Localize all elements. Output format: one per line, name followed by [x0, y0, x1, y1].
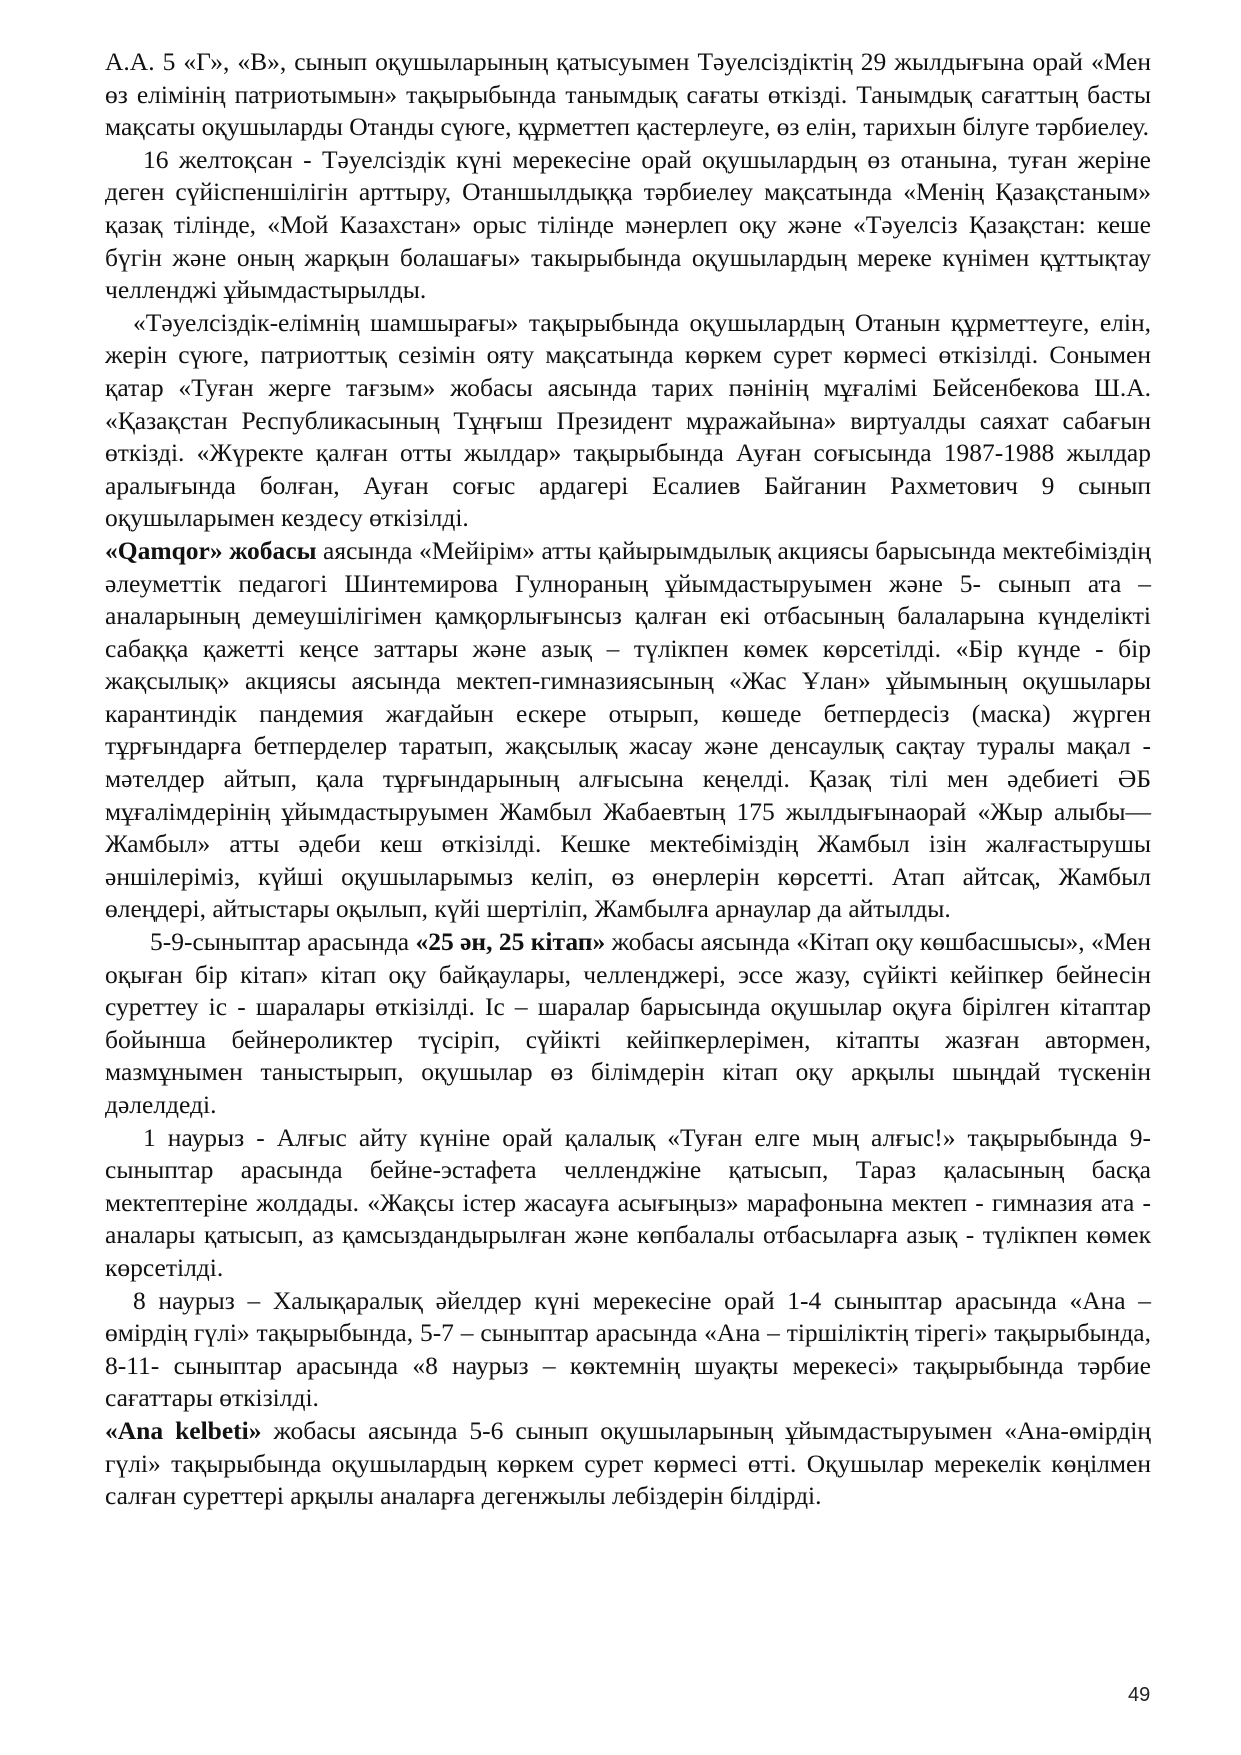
paragraph-3: «Тәуелсіздік-елімнің шамшырағы» тақырыбында оқушылардың Отанын құрметтеуге, елін, жерін сүюге, патриоттық сезімін ояту мақсатында көркем сурет көрмесі өткізілді. Сонымен қатар «Туған жерге тағзым» жобасы аясында тарих пәнінің мұғалімі Бейсенбекова Ш.А. «Қазақстан Республикасының Тұңғыш Президент мұражайына» виртуалды саяхат сабағын өткізді. «Жүректе қалған отты жылдар» тақырыбында Ауған соғысында 1987-1988 жылдар аралығында болған, Ауған соғыс ардагері Есалиев Байганин Рахметович 9 сынып оқушыларымен кездесу өткізілді. [105, 307, 1151, 533]
paragraph-2: 16 желтоқсан - Тәуелсіздік күні мерекесіне орай оқушылардың өз отанына, туған жеріне деген сүйіспеншілігін арттыру, Отаншылдыққа тәрбиелеу мақсатында «Менің Қазақстаным» қазақ тілінде, «Мой Казахстан» орыс тілінде мәнерлеп оқу және «Тәуелсіз Қазақстан: кеше бүгін және оның жарқын болашағы» такырыбында оқушылардың мереке күнімен құттықтау челленджі ұйымдастырылды. [105, 144, 1151, 305]
ana-kelbeti-project-title: «Ana kelbeti» [105, 1415, 262, 1445]
paragraph-4 [105, 535, 1151, 926]
paragraph-5-lead: 5-9-сыныптар арасында [150, 927, 416, 957]
document-body [105, 46, 1151, 1513]
paragraph-8-text: жобасы аясында 5-6 сынып оқушыларының ұйымдастыруымен «Ана-өмірдің гүлі» тақырыбында оқушылардың көркем сурет көрмесі өтті. Оқушылар мерекелік көңілмен салған суреттері арқылы аналарға дегенжылы лебіздерін білдірді. [105, 1415, 1151, 1511]
paragraph-6: 1 наурыз - Алғыс айту күніне орай қалалық «Туған елге мың алғыс!» тақырыбында 9-сыныптар арасында бейне-эстафета челленджіне қатысып, Тараз қаласының басқа мектептеріне жолдады. «Жақсы істер жасауға асығыңыз» марафонына мектеп - гимназия ата - аналары қатысып, аз қамсыздандырылған және көпбалалы отбасыларға азық - түлікпен көмек көрсетілді. [105, 1122, 1151, 1282]
paragraph-5-text: жобасы аясында «Кітап оқу көшбасшысы», «Мен оқыған бір кітап» кітап оқу байқаулары, челленджері, эссе жазу, сүйікті кейіпкер бейнесін суреттеу іс - шаралары өткізілді. Іс – шаралар барысында оқушылар оқуға бірілген кітаптар бойынша бейнероликтер түсіріп, сүйікті кейіпкерлерімен, кітапты жазған автормен, мазмұнымен таныстырып, оқушылар өз білімдерін кітап оқу арқылы шыңдай түскенін дәлелдеді. [105, 927, 1152, 1119]
paragraph-5 [105, 926, 1151, 1122]
paragraph-1: А.А. 5 «Г», «В», сынып оқушыларының қатысуымен Тәуелсіздіктің 29 жылдығына орай «Мен өз елімінің патриотымын» тақырыбында танымдық сағаты өткізді. Танымдық сағаттың басты мақсаты оқушыларды Отанды сүюге, құрметтеп қастерлеуге, өз елін, тарихын білуге тәрбиелеу. [105, 47, 1151, 142]
paragraph-7: 8 наурыз – Халықаралық әйелдер күні мерекесіне орай 1-4 сыныптар арасында «Ана – өмірдің гүлі» тақырыбында, 5-7 – сыныптар арасында «Ана – тіршіліктің тірегі» тақырыбында, 8-11- сыныптар арасында «8 наурыз – көктемнің шуақты мерекесі» тақырыбында тәрбие сағаттары өткізілді. [105, 1285, 1151, 1413]
paragraph-4-text: аясында «Мейірім» атты қайырымдылық акциясы барысында мектебіміздің әлеуметтік педагогі Шинтемирова Гулнораның ұйымдастыруымен және 5- сынып ата – аналарының демеушілігімен қамқорлығынсыз қалған екі отбасының балаларына күнделікті сабаққа қажетті кеңсе заттары және азық – түлікпен көмек көрсетілді. «Бір күнде - бір жақсылық» акциясы аясында мектеп-гимназиясының «Жас Ұлан» ұйымының оқушылары карантиндік пандемия жағдайын ескере отырып, көшеде бетпердесіз (маска) жүрген тұрғындарға бетперделер таратып, жақсылық жасау және денсаулық сақтау туралы мақал - мәтелдер айтып, қала тұрғындарының алғысына кеңелді. Қазақ тілі мен әдебиеті ӘБ мұғалімдерінің ұйымдастыруымен Жамбыл Жабаевтың 175 жылдығынаорай «Жыр алыбы—Жамбыл» атты әдеби кеш өткізілді. Кешке мектебіміздің Жамбыл ізін жалғастырушы әншілеріміз, күйші оқушыларымыз келіп, өз өнерлерін көрсетті. Атап айтсақ, Жамбыл өлеңдері, айтыстары оқылып, күйі шертіліп, Жамбылға арнаулар да айтылды. [105, 535, 1151, 924]
qamqor-project-title: «Qamqor» жобасы [105, 535, 317, 565]
book-project-title: «25 ән, 25 кітап» [415, 927, 606, 957]
page-number: 49 [1128, 1684, 1151, 1706]
paragraph-8 [105, 1415, 1151, 1513]
